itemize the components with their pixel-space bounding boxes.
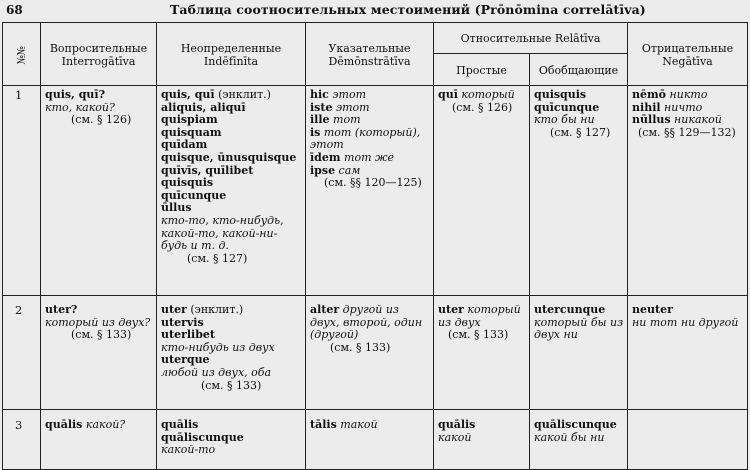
table-row [3, 296, 748, 410]
cell-negativa: nēmō никто nihil ничто nūllus никакой (см. §§ 129—132) [628, 86, 748, 296]
row-number: 1 [3, 86, 41, 296]
cell-interrogativa: quis, quī? кто, какой? (см. § 126) [41, 86, 157, 296]
header-row [3, 23, 748, 54]
cell-interrogativa: quālis какой? [41, 410, 157, 470]
page-header [0, 0, 750, 20]
cell-indefinita: quālis quāliscunque какой-то [157, 410, 306, 470]
header-relativa-simple: Простые [434, 54, 530, 86]
page-number: 68 [6, 3, 23, 17]
row-number: 2 [3, 296, 41, 410]
cell-negativa [628, 410, 748, 470]
cell-interrogativa: uter? который из двух? (см. § 133) [41, 296, 157, 410]
cell-negativa: neuter ни тот ни другой [628, 296, 748, 410]
cell-demonstrativa: tālis такой [306, 410, 434, 470]
cell-relativa-general: quisquis quīcunque кто бы ни (см. § 127) [530, 86, 628, 296]
correlative-pronouns-table [2, 22, 748, 470]
header-interrogativa: Вопросительные Interrogātīva [41, 23, 157, 86]
cell-relativa-general: utercunque который бы из двух ни [530, 296, 628, 410]
header-relativa: Относительные Relātīva [434, 23, 628, 54]
cell-relativa-simple: quālis какой [434, 410, 530, 470]
header-indefinita: Неопределенные Indēfīnīta [157, 23, 306, 86]
table-row [3, 410, 748, 470]
cell-indefinita: uter (энклит.) utervis uterlibet кто-нибудь из двух uterque любой из двух, оба (см. § 133) [157, 296, 306, 410]
header-demonstrativa: Указательные Dēmōnstrātīva [306, 23, 434, 86]
row-number: 3 [3, 410, 41, 470]
header-relativa-general: Обобщающие [530, 54, 628, 86]
cell-relativa-simple: uter который из двух (см. § 133) [434, 296, 530, 410]
cell-indefinita: quis, quī (энклит.) aliquis, aliquī quispiam quisquam quīdam quisque, ūnusquisque quīvīs, quīlibet quisquis quīcunque ūllus кто-то, кто-нибудь, какой-то, какой-ни- будь и т. д. (см. § 127) [157, 86, 306, 296]
cell-relativa-simple: quī который (см. § 126) [434, 86, 530, 296]
page-title: Таблица соотносительных местоимений (Prōnōmina correlātīva) [170, 2, 646, 17]
cell-demonstrativa: alter другой из двух, второй, один (другой) (см. § 133) [306, 296, 434, 410]
header-negativa: Отрицательные Negātīva [628, 23, 748, 86]
header-num: №№ [3, 23, 41, 86]
cell-demonstrativa: hic этот iste этот ille тот is тот (который), этот īdem тот же ipse сам (см. §§ 120—125) [306, 86, 434, 296]
table-row [3, 86, 748, 296]
cell-relativa-general: quāliscunque какой бы ни [530, 410, 628, 470]
